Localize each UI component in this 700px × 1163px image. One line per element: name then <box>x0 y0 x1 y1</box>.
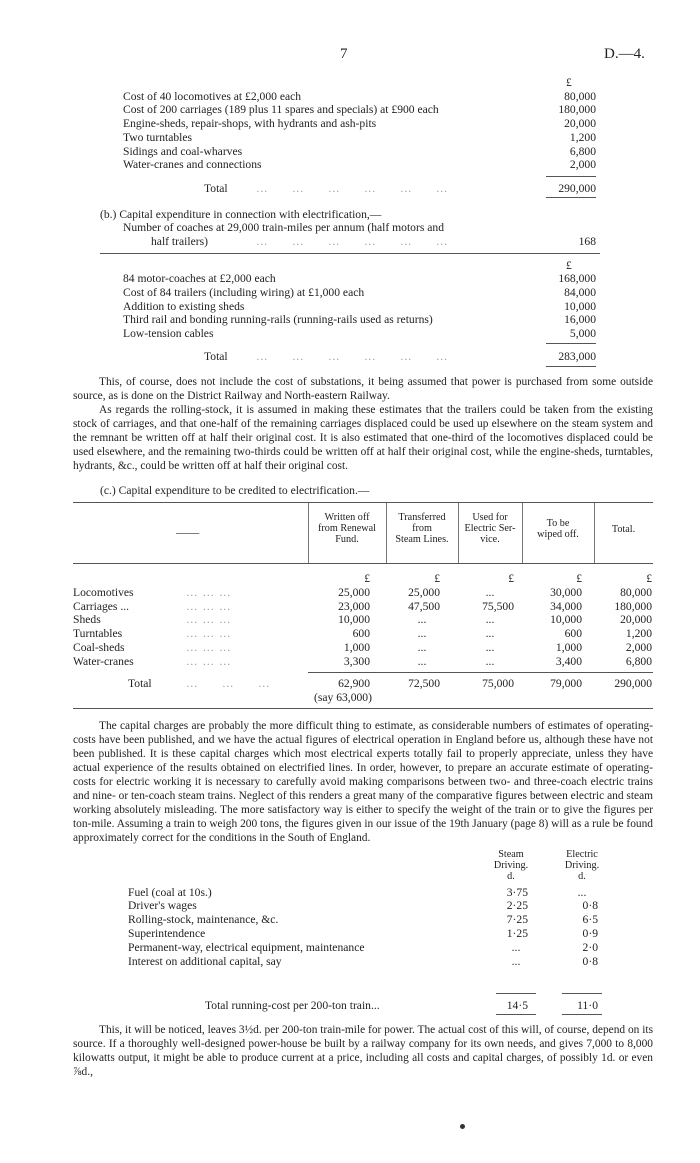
table-cell: 180,000 <box>614 600 652 613</box>
table-row-label: Locomotives <box>73 586 134 599</box>
leader-dots: … … … <box>186 677 271 690</box>
currency-symbol: £ <box>566 76 572 89</box>
column-header: Transferred from Steam Lines. <box>395 512 449 545</box>
table-total-cell: 75,000 <box>482 677 514 690</box>
table-cell: 1,200 <box>625 627 652 640</box>
total-rule <box>546 366 596 367</box>
running-cost-label: Interest on additional capital, say <box>128 955 282 968</box>
table-row-label: Carriages ... <box>73 600 130 613</box>
table-cell: 3,400 <box>555 655 582 668</box>
paragraph-text: This, of course, does not include the cost of substations, it being assumed that power is purchased from some outside source, as is done on the District Railway and North-eastern Railway. <box>73 376 653 402</box>
paragraph-text: As regards the rolling-stock, it is assumed in making these estimates that the trailers could be taken from the existing stock of carriages, and that one-half of the remaining carriages displaced could be used up elsewhere on the steam system and the remnant be written off at half their original cost. It is also estimated that one-third of the locomotives displaced could be used elsewhere, and the remaining two-thirds could be written off at half their original cost, while the engine-sheds, turntables, hydrants, &c., could be written off at half their original cost. <box>73 404 653 472</box>
subtotal-rule <box>496 993 536 994</box>
table-cell: 75,500 <box>482 600 514 613</box>
cost-b-total-label: Total <box>204 350 228 363</box>
table-cell: 6,800 <box>625 655 652 668</box>
leader-dots: … … … <box>186 586 232 599</box>
table-cell: 10,000 <box>338 613 370 626</box>
cost-item-label: Water-cranes and connections <box>123 158 262 171</box>
column-divider <box>308 503 309 563</box>
column-divider <box>386 503 387 563</box>
running-cost-electric: 6·5 <box>582 913 598 926</box>
paragraph-power-cost <box>73 1023 653 1079</box>
cost-item-value: 1,200 <box>569 131 596 144</box>
leader-dots: … … … <box>186 613 232 626</box>
subtotal-rule <box>546 176 596 177</box>
cost-item-value: 84,000 <box>564 286 596 299</box>
table-cell: 1,000 <box>555 641 582 654</box>
table-total-note: (say 63,000) <box>314 691 372 704</box>
table-total-cell: 62,900 <box>338 677 370 690</box>
leader-dots: … … … <box>186 627 232 640</box>
divider-rule <box>100 253 600 254</box>
currency-symbol: £ <box>434 572 440 585</box>
table-cell: 34,000 <box>550 600 582 613</box>
table-cell: ... <box>485 613 495 626</box>
table-total-label: Total <box>128 677 152 690</box>
table-cell: 1,000 <box>343 641 370 654</box>
paragraph-text: This, it will be noticed, leaves 3½d. per 200-ton train-mile for power. The actual cost of this will, of course, depend on its source. If a thoroughly well-designed power-house be built by a railway company for its own needs, and gives 7,000 to 8,000 kilowatts output, it might be able to produce current at a price, including all costs and capital charges, of possibly 1d. or even ⅞d., <box>73 1024 653 1078</box>
table-cell: 600 <box>352 627 370 640</box>
table-row-label: Coal-sheds <box>73 641 125 654</box>
cost-item-label: 84 motor-coaches at £2,000 each <box>123 272 276 285</box>
table-total-cell: 79,000 <box>550 677 582 690</box>
cost-item-label: Cost of 84 trailers (including wiring) at £1,000 each <box>123 286 365 299</box>
running-cost-electric: 0·8 <box>582 899 598 912</box>
cost-item-label: Third rail and bonding running-rails (running-rails used as returns) <box>123 313 433 326</box>
column-header: Written off from Renewal Fund. <box>318 512 376 545</box>
cost-item-label: Sidings and coal-wharves <box>123 145 243 158</box>
table-cell: 80,000 <box>620 586 652 599</box>
leader-dots: … … … … … … <box>256 182 449 195</box>
cost-item-label: Engine-sheds, repair-shops, with hydrants and ash-pits <box>123 117 377 130</box>
subtotal-rule <box>562 993 602 994</box>
running-cost-steam: ... <box>511 955 521 968</box>
table-cell: 30,000 <box>550 586 582 599</box>
table-cell: ... <box>417 641 427 654</box>
header-bottom-rule <box>73 563 653 564</box>
cost-a-total-label: Total <box>204 182 228 195</box>
section-b-heading: (b.) Capital expenditure in connection with electrification,— <box>100 208 382 221</box>
table-total-cell: 290,000 <box>614 677 652 690</box>
leader-dots: … … … <box>186 641 232 654</box>
currency-symbol: £ <box>364 572 370 585</box>
total-rule <box>546 197 596 198</box>
cost-a-total-value: 290,000 <box>558 182 596 195</box>
running-cost-label: Fuel (coal at 10s.) <box>128 886 212 899</box>
table-cell: ... <box>417 613 427 626</box>
running-cost-total-steam: 14·5 <box>506 999 528 1012</box>
running-cost-label: Driver's wages <box>128 899 197 912</box>
running-cost-electric: 2·0 <box>582 941 598 954</box>
running-cost-steam: 7·25 <box>506 913 528 926</box>
table-cell: 20,000 <box>620 613 652 626</box>
cost-b-total-value: 283,000 <box>558 350 596 363</box>
cost-item-value: 80,000 <box>564 90 596 103</box>
cost-item-value: 180,000 <box>558 103 596 116</box>
table-bottom-rule <box>73 708 653 709</box>
total-rule <box>562 1014 602 1015</box>
table-cell: ... <box>485 641 495 654</box>
table-row-label: Turntables <box>73 627 123 640</box>
column-header: Used for Electric Ser- vice. <box>464 512 516 545</box>
blank-column-header: —— <box>176 526 200 539</box>
coaches-value: 168 <box>578 235 596 248</box>
cost-item-label: Cost of 40 locomotives at £2,000 each <box>123 90 302 103</box>
cost-item-value: 5,000 <box>569 327 596 340</box>
column-divider <box>522 503 523 563</box>
running-cost-label: Rolling-stock, maintenance, &c. <box>128 913 279 926</box>
running-cost-steam: 3·75 <box>506 886 528 899</box>
running-cost-electric: 0·8 <box>582 955 598 968</box>
cost-item-value: 16,000 <box>564 313 596 326</box>
running-cost-electric: ... <box>577 886 587 899</box>
table-total-cell: 72,500 <box>408 677 440 690</box>
table-row-label: Water-cranes <box>73 655 134 668</box>
table-cell: 25,000 <box>408 586 440 599</box>
document-series: D.—4. <box>604 46 645 62</box>
paragraph-substations <box>73 375 653 473</box>
running-cost-steam: 1·25 <box>506 927 528 940</box>
running-cost-label: Permanent-way, electrical equipment, maintenance <box>128 941 365 954</box>
leader-dots: … … … <box>186 600 232 613</box>
running-cost-total-electric: 11·0 <box>577 999 598 1012</box>
page-mark <box>460 1124 465 1129</box>
currency-symbol: £ <box>576 572 582 585</box>
table-cell: ... <box>485 627 495 640</box>
coaches-line-1: Number of coaches at 29,000 train-miles per annum (half motors and <box>123 221 444 234</box>
steam-driving-header: Steam Driving. d. <box>493 849 529 882</box>
table-cell: 2,000 <box>625 641 652 654</box>
leader-dots: … … … <box>186 655 232 668</box>
cost-item-value: 10,000 <box>564 300 596 313</box>
table-cell: 600 <box>564 627 582 640</box>
cost-item-value: 168,000 <box>558 272 596 285</box>
table-cell: 3,300 <box>343 655 370 668</box>
electric-driving-header: Electric Driving. d. <box>564 849 600 882</box>
table-row-label: Sheds <box>73 613 101 626</box>
currency-symbol: £ <box>508 572 514 585</box>
table-cell: ... <box>485 586 495 599</box>
paragraph-text: The capital charges are probably the more difficult thing to estimate, as considerable numbers of estimates of operating-costs have been published, and we have the actual figures of electrical operation in England before us, although these have not been published. It is these capital charges which most electrical experts totally fail to properly appreciate, unless they have actual experience of the results obtained on electrified lines. In order, however, to prepare an accurate estimate of operating-costs for electric working it is necessary to carefully avoid making comparisons between two- and three-coach electric trains and nine- or ten-coach steam trains. Neglect of this renders a great many of the comparative figures between electric and steam working absolutely misleading. The more satisfactory way is either to specify the weight of the train or to give the figures per ton-mile. Assuming a train to weigh 200 tons, the figures given in our issue of the 19th January (page 8) will as a rule be found approximately correct for the conditions in the South of England. <box>73 720 653 844</box>
subtotal-rule <box>546 343 596 344</box>
running-cost-total-label: Total running-cost per 200-ton train... <box>205 999 380 1012</box>
total-rule <box>496 1014 536 1015</box>
currency-symbol: £ <box>646 572 652 585</box>
cost-item-label: Cost of 200 carriages (189 plus 11 spares and specials) at £900 each <box>123 103 439 116</box>
coaches-line-2: half trailers) <box>151 235 208 248</box>
currency-symbol: £ <box>566 259 572 272</box>
table-top-rule <box>73 502 653 503</box>
cost-item-label: Two turntables <box>123 131 193 144</box>
column-divider <box>594 503 595 563</box>
table-cell: ... <box>417 627 427 640</box>
paragraph-capital-charges <box>73 719 653 845</box>
page-number: 7 <box>340 46 348 62</box>
table-cell: 47,500 <box>408 600 440 613</box>
table-cell: 23,000 <box>338 600 370 613</box>
leader-dots: … … … … … … <box>256 235 449 248</box>
section-c-heading: (c.) Capital expenditure to be credited to electrification.— <box>100 484 370 497</box>
running-cost-steam: 2·25 <box>506 899 528 912</box>
running-cost-steam: ... <box>511 941 521 954</box>
column-divider <box>458 503 459 563</box>
table-total-rule <box>308 672 653 673</box>
column-header: Total. <box>611 524 636 535</box>
cost-item-value: 20,000 <box>564 117 596 130</box>
cost-item-label: Low-tension cables <box>123 327 214 340</box>
running-cost-electric: 0·9 <box>582 927 598 940</box>
table-cell: 10,000 <box>550 613 582 626</box>
cost-item-label: Addition to existing sheds <box>123 300 245 313</box>
cost-item-value: 2,000 <box>569 158 596 171</box>
column-header: To be wiped off. <box>537 518 579 540</box>
running-cost-label: Superintendence <box>128 927 206 940</box>
cost-item-value: 6,800 <box>569 145 596 158</box>
table-cell: ... <box>417 655 427 668</box>
table-cell: ... <box>485 655 495 668</box>
leader-dots: … … … … … … <box>256 350 449 363</box>
table-cell: 25,000 <box>338 586 370 599</box>
